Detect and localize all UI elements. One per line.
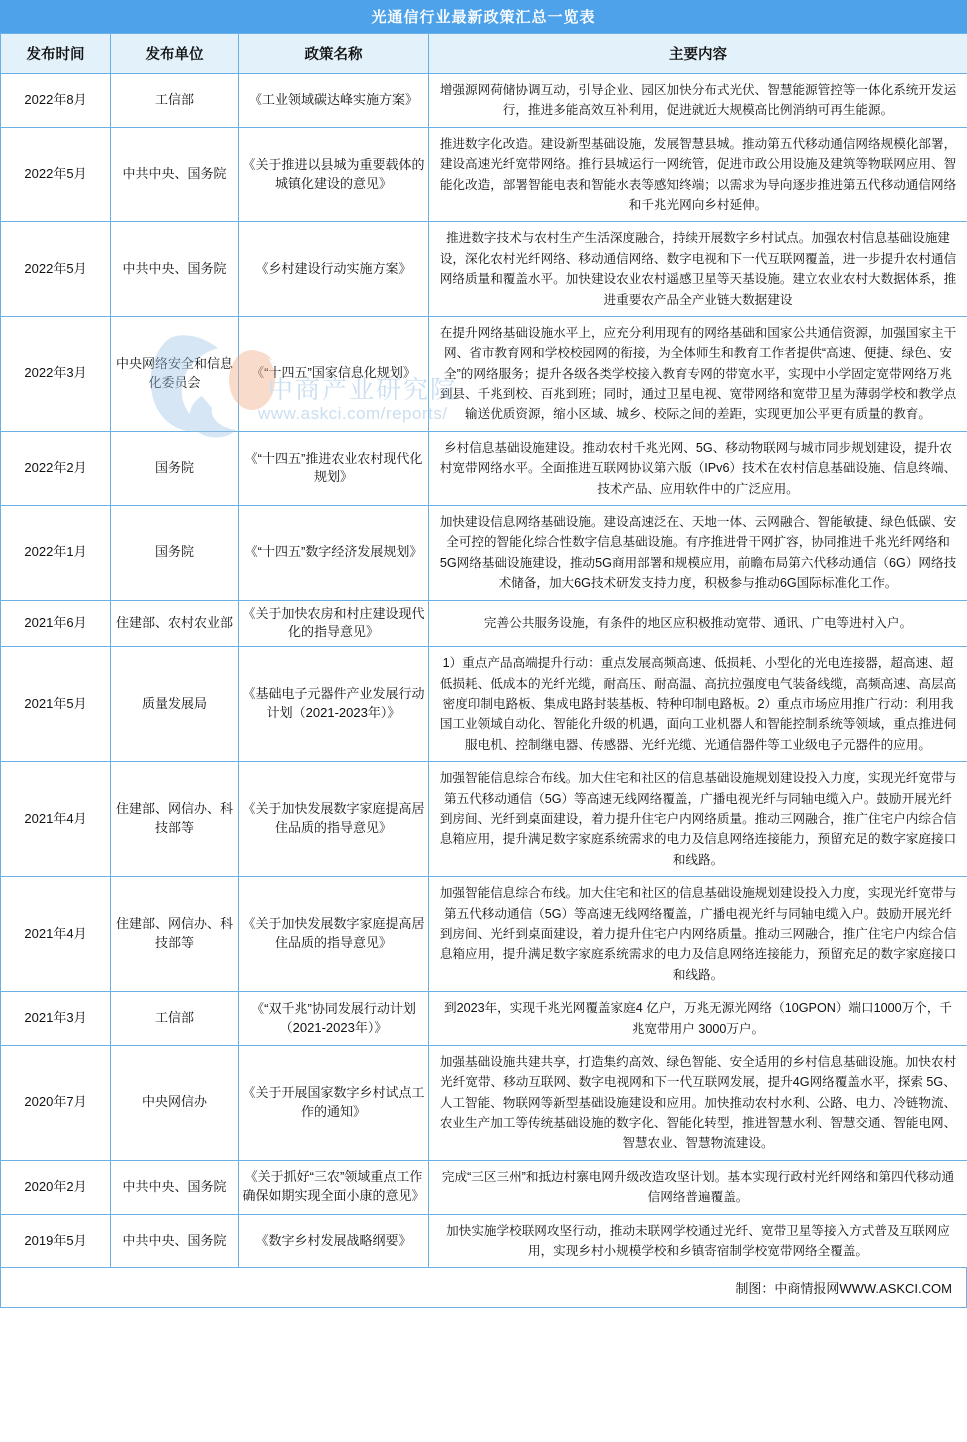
cell-unit: 工信部 xyxy=(111,992,239,1046)
table-row xyxy=(1,431,967,505)
cell-date: 2022年5月 xyxy=(1,127,111,222)
table-row xyxy=(1,222,967,317)
cell-policy-name: 《基础电子元器件产业发展行动计划（2021-2023年）》 xyxy=(239,647,429,762)
cell-policy-name: 《关于加快发展数字家庭提高居住品质的指导意见》 xyxy=(239,762,429,877)
table-row xyxy=(1,1214,967,1268)
cell-content: 推进数字技术与农村生产生活深度融合，持续开展数字乡村试点。加强农村信息基础设施建设，深化农村光纤网络、移动通信网络、数字电视和下一代互联网覆盖，进一步提升农村通信网络质量和覆盖水平。加快建设农业农村遥感卫星等天基设施。建立农业农村大数据体系，推进重要农产品全产业链大数据建设 xyxy=(429,222,967,317)
footer-credit: 制图：中商情报网WWW.ASKCI.COM xyxy=(735,1281,952,1297)
cell-content: 完成“三区三州”和抵边村寨电网升级改造攻坚计划。基本实现行政村光纤网络和第四代移动通信网络普遍覆盖。 xyxy=(429,1160,967,1214)
cell-policy-name: 《“双千兆”协同发展行动计划（2021-2023年）》 xyxy=(239,992,429,1046)
cell-unit: 质量发展局 xyxy=(111,647,239,762)
cell-date: 2021年6月 xyxy=(1,600,111,647)
cell-date: 2019年5月 xyxy=(1,1214,111,1268)
column-header-content: 主要内容 xyxy=(429,34,967,74)
table-row xyxy=(1,316,967,431)
cell-policy-name: 《“十四五”推进农业农村现代化规划》 xyxy=(239,431,429,505)
watermark-text: 中商产业研究院 xyxy=(268,376,458,404)
table-row xyxy=(1,600,967,647)
cell-date: 2022年2月 xyxy=(1,431,111,505)
cell-unit: 中共中央、国务院 xyxy=(111,1160,239,1214)
cell-unit: 住建部、网信办、科技部等 xyxy=(111,762,239,877)
cell-policy-name: 《关于开展国家数字乡村试点工作的通知》 xyxy=(239,1045,429,1160)
cell-date: 2022年5月 xyxy=(1,222,111,317)
table-row xyxy=(1,1045,967,1160)
cell-unit: 中共中央、国务院 xyxy=(111,222,239,317)
table-row xyxy=(1,992,967,1046)
cell-content: 完善公共服务设施，有条件的地区应积极推动宽带、通讯、广电等进村入户。 xyxy=(429,600,967,647)
cell-policy-name: 《关于加快发展数字家庭提高居住品质的指导意见》 xyxy=(239,877,429,992)
cell-date: 2021年4月 xyxy=(1,762,111,877)
cell-policy-name: 《数字乡村发展战略纲要》 xyxy=(239,1214,429,1268)
cell-policy-name: 《关于抓好“三农”领域重点工作确保如期实现全面小康的意见》 xyxy=(239,1160,429,1214)
cell-content: 在提升网络基础设施水平上，应充分利用现有的网络基础和国家公共通信资源，加强国家主干网、省市教育网和学校校园网的衔接，为全体师生和教育工作者提供“高速、便捷、绿色、安全”的网络服务；提升各级各类学校接入教育专网的带宽水平，实现中小学固定宽带网络万兆到县、千兆到校、百兆到班；同时，通过卫星电视、宽带网络和宽带卫星为薄弱学校和教学点输送优质资源，缩小区域、城乡、校际之间的差距，实现更加公平更有质量的教育。 xyxy=(429,316,967,431)
cell-unit: 住建部、网信办、科技部等 xyxy=(111,877,239,992)
table-row xyxy=(1,762,967,877)
cell-policy-name: 《关于推进以县城为重要载体的城镇化建设的意见》 xyxy=(239,127,429,222)
cell-unit: 中共中央、国务院 xyxy=(111,1214,239,1268)
cell-date: 2022年3月 xyxy=(1,316,111,431)
table-row xyxy=(1,74,967,128)
cell-date: 2022年8月 xyxy=(1,74,111,128)
cell-content: 加强智能信息综合布线。加大住宅和社区的信息基础设施规划建设投入力度，实现光纤宽带与第五代移动通信（5G）等高速无线网络覆盖，广播电视光纤与同轴电缆入户。鼓励开展光纤到房间、光纤到桌面建设，着力提升住宅户内网络质量。推动三网融合，推广住宅户内综合信息箱应用，提升满足数字家庭系统需求的电力及信息网络连接能力，预留充足的数字家庭接口和线路。 xyxy=(429,762,967,877)
cell-policy-name: 《乡村建设行动实施方案》 xyxy=(239,222,429,317)
page-title: 光通信行业最新政策汇总一览表 xyxy=(0,0,967,33)
cell-policy-name: 《“十四五”国家信息化规划》 xyxy=(239,316,429,431)
cell-unit: 工信部 xyxy=(111,74,239,128)
cell-content: 乡村信息基础设施建设。推动农村千兆光网、5G、移动物联网与城市同步规划建设，提升农村宽带网络水平。全面推进互联网协议第六版（IPv6）技术在农村信息基础设施、信息终端、技术产品、应用软件中的广泛应用。 xyxy=(429,431,967,505)
table-row xyxy=(1,506,967,601)
cell-unit: 中央网络安全和信息化委员会 xyxy=(111,316,239,431)
table-row xyxy=(1,647,967,762)
cell-content: 到2023年，实现千兆光网覆盖家庭4 亿户，万兆无源光网络（10GPON）端口1000万个，千兆宽带用户 3000万户。 xyxy=(429,992,967,1046)
cell-content: 加强基础设施共建共享，打造集约高效、绿色智能、安全适用的乡村信息基础设施。加快农村光纤宽带、移动互联网、数字电视网和下一代互联网发展，提升4G网络覆盖水平，探索 5G、人工智能、物联网等新型基础设施建设和应用。加快推动农村水利、公路、电力、冷链物流、农业生产加工等传统基础设施的数字化、智能化转型，推进智慧水利、智慧交通、智能电网、智慧农业、智慧物流建设。 xyxy=(429,1045,967,1160)
cell-content: 1）重点产品高端提升行动：重点发展高频高速、低损耗、小型化的光电连接器，超高速、超低损耗、低成本的光纤光缆，耐高压、耐高温、高抗拉强度电气装备线缆，高频高速、高层高密度印制电路板、集成电路封装基板、特种印制电路板。2）重点市场应用推广行动：利用我国工业领域自动化、智能化升级的机遇，面向工业机器人和智能控制系统等领域，重点推进伺服电机、控制继电器、传感器、光纤光缆、光通信器件等工业级电子元器件的应用。 xyxy=(429,647,967,762)
cell-unit: 中央网信办 xyxy=(111,1045,239,1160)
table-row xyxy=(1,127,967,222)
cell-content: 加快实施学校联网攻坚行动，推动未联网学校通过光纤、宽带卫星等接入方式普及互联网应用，实现乡村小规模学校和乡镇寄宿制学校宽带网络全覆盖。 xyxy=(429,1214,967,1268)
cell-date: 2021年3月 xyxy=(1,992,111,1046)
cell-unit: 中共中央、国务院 xyxy=(111,127,239,222)
column-header-name: 政策名称 xyxy=(239,34,429,74)
table-header-row xyxy=(1,34,967,74)
column-header-unit: 发布单位 xyxy=(111,34,239,74)
cell-policy-name: 《工业领域碳达峰实施方案》 xyxy=(239,74,429,128)
cell-policy-name: 《“十四五”数字经济发展规划》 xyxy=(239,506,429,601)
table-row xyxy=(1,1160,967,1214)
cell-date: 2020年7月 xyxy=(1,1045,111,1160)
table-body xyxy=(1,74,967,1268)
cell-content: 加快建设信息网络基础设施。建设高速泛在、天地一体、云网融合、智能敏捷、绿色低碳、安全可控的智能化综合性数字信息基础设施。有序推进骨干网扩容，协同推进千兆光纤网络和5G网络基础设施建设，推动5G商用部署和规模应用，前瞻布局第六代移动通信（6G）网络技术储备，加大6G技术研发支持力度，积极参与推动6G国际标准化工作。 xyxy=(429,506,967,601)
cell-date: 2021年5月 xyxy=(1,647,111,762)
cell-date: 2022年1月 xyxy=(1,506,111,601)
policy-table xyxy=(0,33,967,1268)
watermark-url: www.askci.com/reports/ xyxy=(258,404,448,423)
table-row xyxy=(1,877,967,992)
cell-unit: 国务院 xyxy=(111,506,239,601)
cell-unit: 住建部、农村农业部 xyxy=(111,600,239,647)
cell-content: 推进数字化改造。建设新型基础设施，发展智慧县城。推动第五代移动通信网络规模化部署，建设高速光纤宽带网络。推行县城运行一网统管，促进市政公用设施及建筑等物联网应用、智能化改造，部署智能电表和智能水表等感知终端；以需求为导向逐步推进第五代移动通信网络和千兆光网向乡村延伸。 xyxy=(429,127,967,222)
table-header xyxy=(1,34,967,74)
cell-content: 增强源网荷储协调互动，引导企业、园区加快分布式光伏、智慧能源管控等一体化系统开发运行，推进多能高效互补利用，促进就近大规模高比例消纳可再生能源。 xyxy=(429,74,967,128)
cell-date: 2020年2月 xyxy=(1,1160,111,1214)
cell-content: 加强智能信息综合布线。加大住宅和社区的信息基础设施规划建设投入力度，实现光纤宽带与第五代移动通信（5G）等高速无线网络覆盖，广播电视光纤与同轴电缆入户。鼓励开展光纤到房间、光纤到桌面建设，着力提升住宅户内网络质量。推动三网融合，推广住宅户内综合信息箱应用，提升满足数字家庭系统需求的电力及信息网络连接能力，预留充足的数字家庭接口和线路。 xyxy=(429,877,967,992)
column-header-date: 发布时间 xyxy=(1,34,111,74)
table-footer xyxy=(0,1268,967,1308)
cell-unit: 国务院 xyxy=(111,431,239,505)
cell-policy-name: 《关于加快农房和村庄建设现代化的指导意见》 xyxy=(239,600,429,647)
cell-date: 2021年4月 xyxy=(1,877,111,992)
